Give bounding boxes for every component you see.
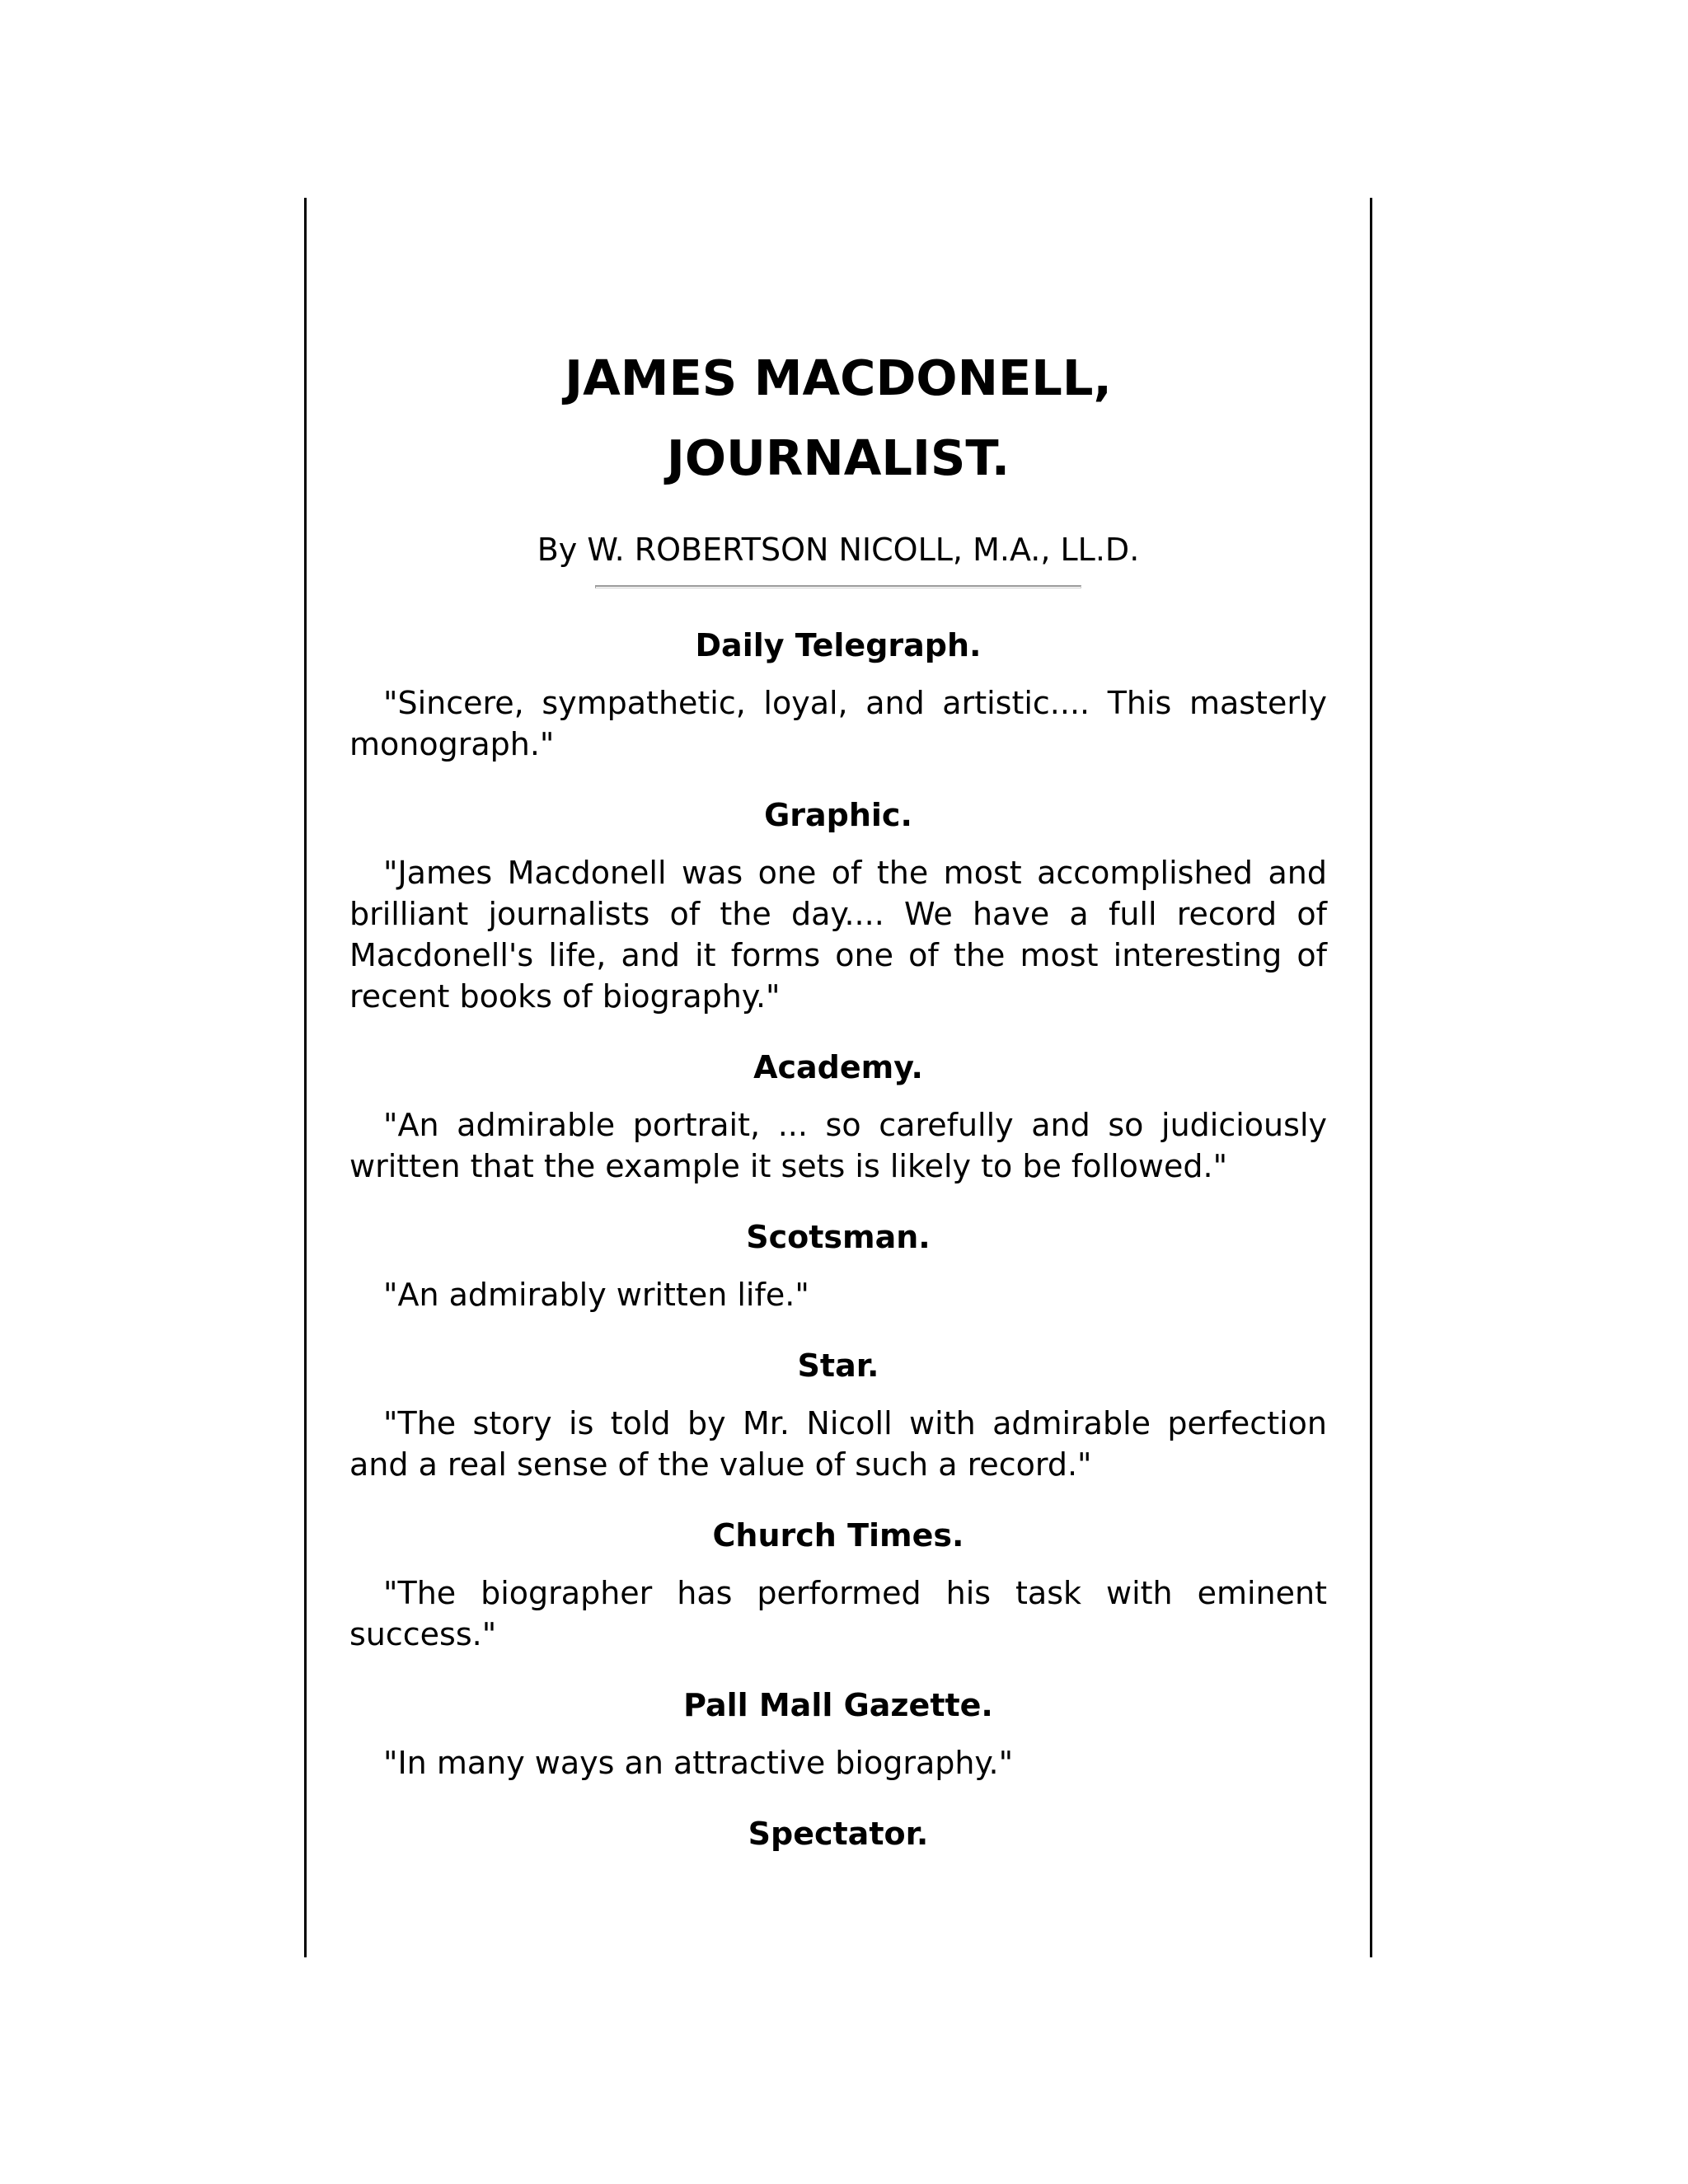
press-reviews — [349, 625, 1327, 1854]
review-source-academy: Academy. — [753, 1049, 923, 1085]
review-quote-graphic: "James Macdonell was one of the most accomplished and brilliant journalists of the day.... We have a full record of Macdonell's life, and it forms one of the most interesting of recent books of biography." — [349, 855, 1327, 1015]
review-quote-daily-telegraph: "Sincere, sympathetic, loyal, and artistic.... This masterly monograph." — [349, 685, 1327, 762]
review-source-church-times: Church Times. — [712, 1517, 964, 1554]
book-title — [349, 338, 1327, 498]
review-source-spectator: Spectator. — [748, 1816, 929, 1852]
review-quote-church-times: "The biographer has performed his task with eminent success." — [349, 1575, 1327, 1652]
review-quote-scotsman: "An admirably written life." — [383, 1277, 809, 1313]
review-quote-pall-mall-gazette: "In many ways an attractive biography." — [383, 1745, 1014, 1781]
horizontal-rule — [595, 585, 1081, 588]
review-source-graphic: Graphic. — [764, 797, 912, 833]
book-page — [304, 198, 1372, 1957]
page-content — [349, 338, 1327, 1871]
review-source-scotsman: Scotsman. — [746, 1219, 931, 1255]
review-quote-star: "The story is told by Mr. Nicoll with admirable perfection and a real sense of the value of such a record." — [349, 1405, 1327, 1483]
review-quote-academy: "An admirable portrait, ... so carefully and so judiciously written that the example it sets is likely to be followed." — [349, 1107, 1327, 1184]
review-source-daily-telegraph: Daily Telegraph. — [695, 627, 982, 663]
review-source-pall-mall-gazette: Pall Mall Gazette. — [683, 1687, 993, 1723]
author-byline: By W. ROBERTSON NICOLL, M.A., LL.D. — [537, 532, 1140, 568]
title-line-1: JAMES MACDONELL, — [565, 349, 1112, 406]
review-source-star: Star. — [797, 1347, 879, 1384]
title-line-2: JOURNALIST. — [666, 429, 1010, 486]
